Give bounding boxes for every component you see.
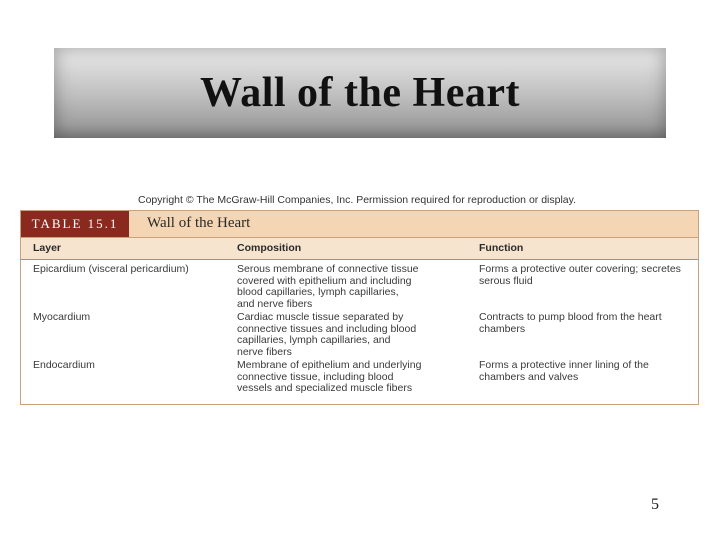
slide-title-bar [54, 48, 666, 138]
column-header-function: Function [479, 242, 524, 254]
table-number: TABLE 15.1 [21, 211, 129, 237]
table-cell-function: Contracts to pump blood from the heart chambers [479, 311, 662, 335]
table-cell-composition: Cardiac muscle tissue separated by connective tissues and including blood capillaries, lymph capillaries, and nerve fibers [237, 311, 417, 358]
column-header-layer: Layer [33, 242, 62, 254]
table-cell-function: Forms a protective inner lining of the chambers and valves [479, 359, 649, 383]
table-title: Wall of the Heart [147, 215, 251, 231]
page-number: 5 [651, 496, 659, 513]
table-cell-layer: Endocardium [33, 359, 95, 371]
table-cell-composition: Membrane of epithelium and underlying connective tissue, including blood vessels and specialized muscle fibers [237, 359, 422, 394]
table-cell-composition: Serous membrane of connective tissue covered with epithelium and including blood capillaries, lymph capillaries, and nerve fibers [237, 263, 419, 310]
heart-wall-table [20, 210, 699, 405]
table-cell-layer: Epicardium (visceral pericardium) [33, 263, 189, 275]
slide-title: Wall of the Heart [200, 70, 520, 116]
table-header [21, 211, 698, 238]
column-header-composition: Composition [237, 242, 302, 254]
table-cell-layer: Myocardium [33, 311, 91, 323]
column-header-row [21, 238, 698, 260]
table-cell-function: Forms a protective outer covering; secretes serous fluid [479, 263, 681, 287]
copyright-notice: Copyright © The McGraw-Hill Companies, Inc. Permission required for reproduction or display. [138, 194, 577, 206]
